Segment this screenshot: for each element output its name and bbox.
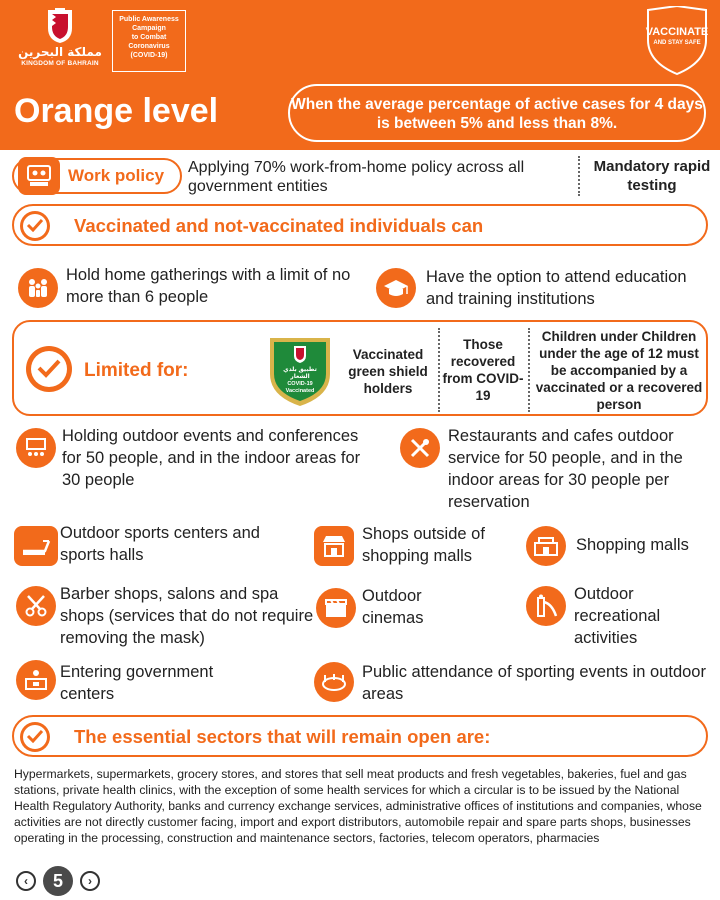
divider <box>438 328 440 412</box>
vaccinate-title: VACCINATE <box>645 26 709 38</box>
family-icon <box>18 268 58 308</box>
activity-sports-centers: Outdoor sports centers and sports halls <box>60 524 260 564</box>
activity-outdoor-events: Holding outdoor events and conferences for 50 people, and in the indoor areas for 30 people <box>62 427 361 489</box>
activity-barber-shops: Barber shops, salons and spa shops (services that do not require removing the mask) <box>60 585 314 647</box>
section-vaccinated-and-not <box>12 204 708 246</box>
campaign-line: Coronavirus <box>128 43 170 50</box>
shield-arabic-line: الشعار <box>290 374 310 380</box>
limited-recovered: Those recovered from COVID-19 <box>442 337 524 403</box>
green-shield-icon <box>268 334 332 408</box>
playground-icon <box>526 586 566 626</box>
stadium-icon <box>314 662 354 702</box>
shield-english-line: COVID-19 <box>287 381 313 387</box>
work-policy-pill <box>12 158 182 194</box>
vaccinate-subtitle: AND STAY SAFE <box>653 40 701 46</box>
government-desk-icon <box>16 660 56 700</box>
current-page-number: 5 <box>43 866 73 896</box>
treadmill-icon <box>14 526 58 566</box>
limited-for-label: Limited for: <box>84 360 189 381</box>
activity-outdoor-cinemas: Outdoor cinemas <box>362 587 424 627</box>
shop-icon <box>314 526 354 566</box>
graduation-cap-icon <box>376 268 416 308</box>
mall-icon <box>526 526 566 566</box>
kingdom-english-name: KINGDOM OF BAHRAIN <box>21 60 99 67</box>
clapperboard-icon <box>316 588 356 628</box>
activity-shops-outside-malls: Shops outside of shopping malls <box>362 525 485 565</box>
pagination <box>16 866 106 896</box>
shield-english-line: Vaccinated <box>285 388 315 394</box>
kingdom-arabic-name: مملكة البحرين <box>18 45 102 59</box>
activity-shopping-malls: Shopping malls <box>576 536 689 554</box>
divider <box>528 328 530 412</box>
section-essential-sectors <box>12 715 708 757</box>
section-title: The essential sectors that will remain open are: <box>74 726 491 747</box>
header-banner <box>0 0 720 150</box>
activity-education: Have the option to attend education and training institutions <box>426 268 687 308</box>
work-policy-label: Work policy <box>68 166 165 185</box>
activity-recreational: Outdoor recreational activities <box>574 585 661 647</box>
campaign-line: Campaign <box>132 25 166 32</box>
check-icon <box>20 211 50 241</box>
check-icon <box>26 346 72 392</box>
scissors-icon <box>16 586 56 626</box>
page-title: Orange level <box>14 92 219 130</box>
activity-restaurants: Restaurants and cafes outdoor service for 50 people, and in the indoor areas for 30 people per reservation <box>448 427 683 511</box>
vaccinate-badge <box>640 6 714 76</box>
level-condition: When the average percentage of active cases for 4 days is between 5% and less than 8%. <box>288 84 706 142</box>
activity-home-gatherings: Hold home gatherings with a limit of no more than 6 people <box>66 266 351 306</box>
section-title: Vaccinated and not-vaccinated individuals can <box>74 215 484 236</box>
divider <box>578 156 580 196</box>
check-icon <box>20 722 50 752</box>
limited-children: Children under Children under the age of 12 must be accompanied by a vaccinated or a recovered person <box>535 329 703 412</box>
campaign-badge <box>112 10 186 72</box>
activity-sporting-events: Public attendance of sporting events in outdoor areas <box>362 663 706 703</box>
work-policy-text: Applying 70% work-from-home policy across all government entities <box>188 159 525 195</box>
essential-sectors-text: Hypermarkets, supermarkets, grocery stores, and stores that sell meat products and fresh vegetables, bakeries, fuel and gas stations, private health clinics, with the exception of some health services for which a circular is to be issued by the National Health Regulatory Authority, banks and currency exchange services, administrative offices of institutions and companies, whose activities are not directly customer facing, import and export distributors, automobile repair and spare parts shops, businesses operating in the processing, construction and maintenance sectors, factories, telecom operators, pharmacies <box>14 767 702 845</box>
prev-page-button[interactable]: ‹ <box>16 871 36 891</box>
rapid-testing-text: Mandatory rapid testing <box>593 158 711 194</box>
fork-spoon-icon <box>400 428 440 468</box>
campaign-line: to Combat <box>131 34 167 41</box>
limited-vaccinated: Vaccinated green shield holders <box>348 347 428 396</box>
conference-icon <box>16 428 56 468</box>
campaign-line: Public Awareness <box>119 16 179 23</box>
campaign-line: (COVID-19) <box>130 52 168 59</box>
next-page-button[interactable]: › <box>80 871 100 891</box>
activity-government-centers: Entering government centers <box>60 663 214 703</box>
office-icon <box>18 157 60 195</box>
limited-for-box <box>12 320 708 416</box>
coat-of-arms-icon <box>43 8 77 44</box>
shield-arabic-line: تطبيق بلدي <box>283 367 317 373</box>
kingdom-logo <box>14 8 106 74</box>
